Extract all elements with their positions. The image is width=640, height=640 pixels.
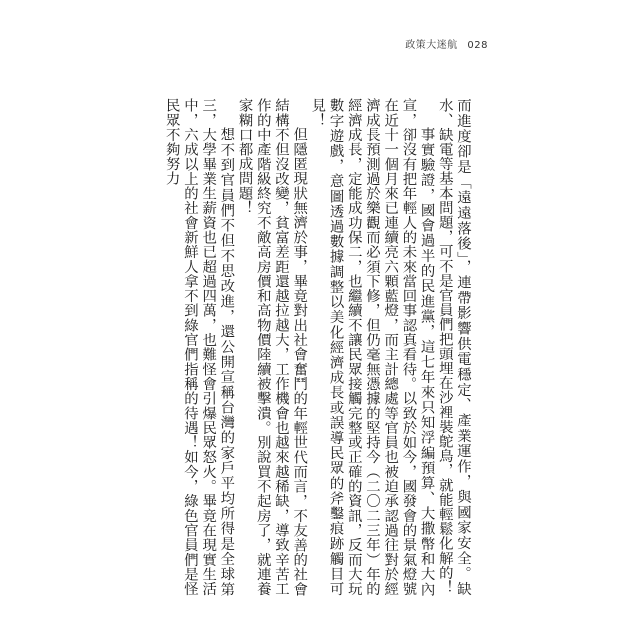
paragraph-1: 而進度卻是「遠遠落後」，連帶影響供電穩定、產業運作，與國家安全。缺水、缺電等基本問題，可不是官員們把頭埋在沙裡裝鴕鳥，就能輕鬆化解的！ — [436, 98, 471, 596]
page-header — [405, 36, 488, 51]
paragraph-4: 想不到官員們不但不思改進，還公開宣稱台灣的家戶平均所得是全球第三，大學畢業生薪資也已超過四萬，也難怪會引爆民眾怒火。畢竟在現實生活中，六成以上的社會新鮮人拿不到綠官們指稱的待遇！如今，綠色官員們是怪民眾不夠努力 — [163, 98, 235, 596]
body-text — [162, 98, 472, 596]
paragraph-3: 但隱匿現狀無濟於事，畢竟對出社會奮鬥的年輕世代而言，不友善的社會結構不但沒改變，貧富差距還越拉越大，工作機會也越來越稀缺，導致辛苦工作的中產階級終究不敵高房價和高物價陸續被擊潰。別說買不起房了，就連養家糊口都成問題！ — [236, 98, 308, 596]
book-title: 政策大迷航 — [405, 40, 458, 51]
paragraph-2: 事實驗證，國會過半的民進黨，這七年來只知浮編預算、大撒幣和大內宣，卻沒有把年輕人的未來當回事認真看待。以致於如今，國發會的景氣燈號在近十一個月來已連續亮六顆藍燈，而主計總處等官員也被迫承認過往對於經濟成長預測過於樂觀而必須下修，但仍毫無憑據的堅持今（二〇二三年）年的經濟成長，定能成功保二，也繼續不讓民眾接觸完整或正確的資訊，反而大玩數字遊戲，意圖透過數據調整以美化經濟成長或誤導民眾的斧鑿痕跡觸目可見！ — [309, 98, 435, 596]
page-number: 028 — [467, 40, 488, 51]
